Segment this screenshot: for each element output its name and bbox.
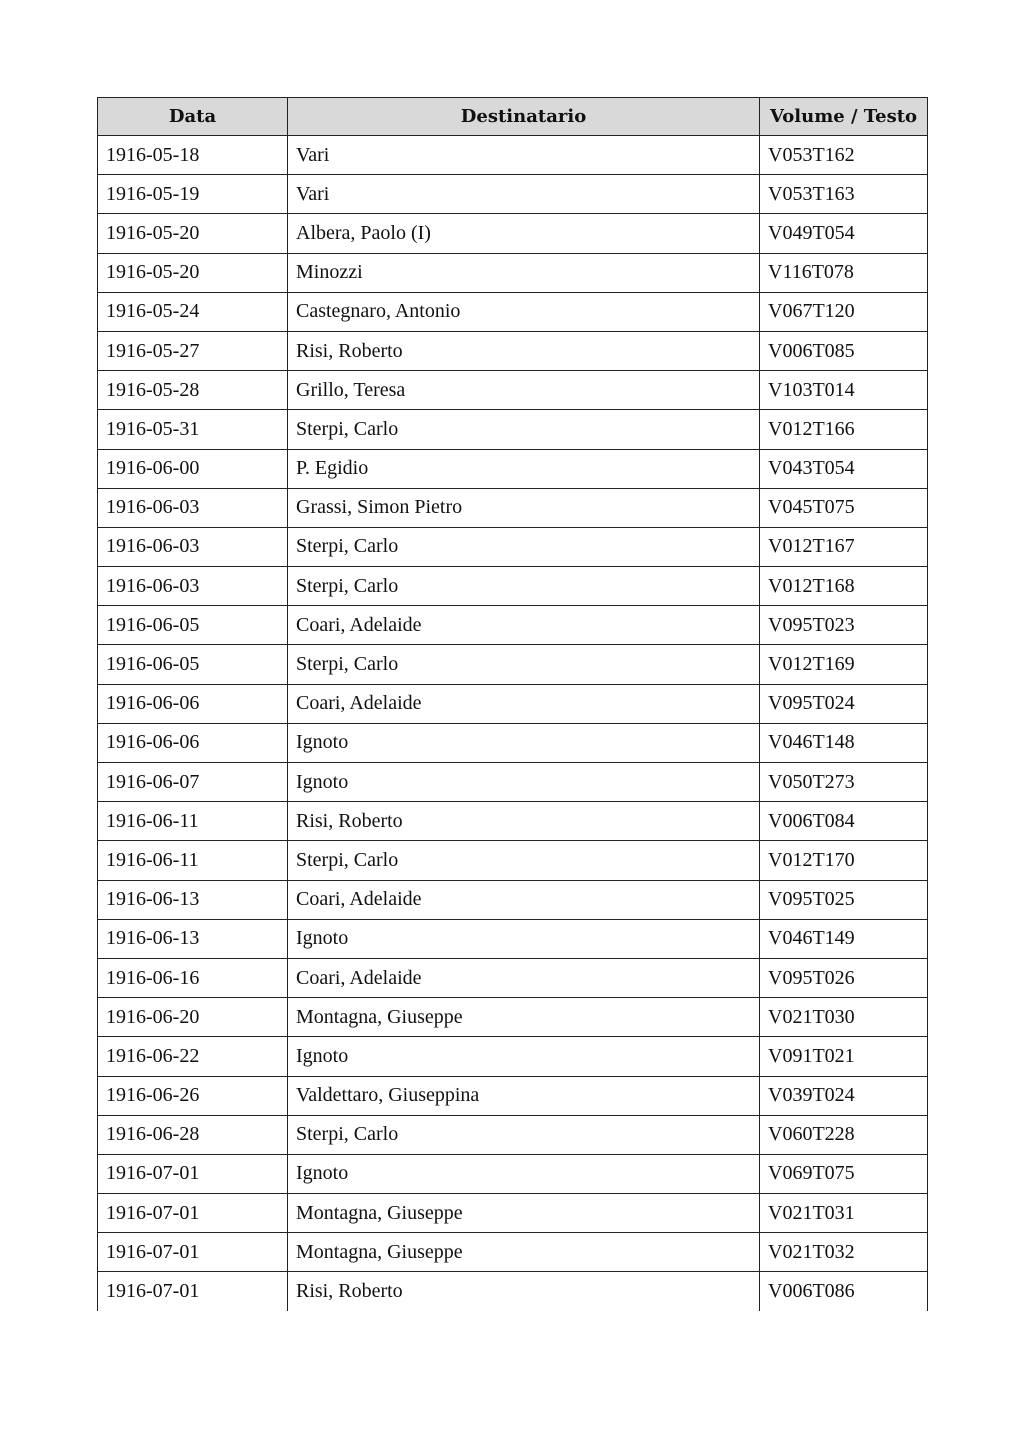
cell-volume: V012T166 <box>760 410 928 449</box>
cell-volume: V012T167 <box>760 527 928 566</box>
cell-recipient: Coari, Adelaide <box>288 880 760 919</box>
cell-volume: V053T162 <box>760 136 928 175</box>
table-row <box>98 841 928 880</box>
table-row <box>98 998 928 1037</box>
cell-volume: V091T021 <box>760 1037 928 1076</box>
cell-recipient: Ignoto <box>288 919 760 958</box>
cell-date: 1916-07-01 <box>98 1272 288 1311</box>
cell-volume: V043T054 <box>760 449 928 488</box>
cell-volume: V095T024 <box>760 684 928 723</box>
table-row <box>98 371 928 410</box>
header-date: Data <box>98 98 288 136</box>
cell-volume: V012T170 <box>760 841 928 880</box>
table-row <box>98 880 928 919</box>
cell-recipient: Sterpi, Carlo <box>288 527 760 566</box>
cell-date: 1916-06-22 <box>98 1037 288 1076</box>
cell-volume: V049T054 <box>760 214 928 253</box>
cell-volume: V053T163 <box>760 175 928 214</box>
table-row <box>98 331 928 370</box>
cell-volume: V067T120 <box>760 292 928 331</box>
table-row <box>98 1076 928 1115</box>
table-row <box>98 684 928 723</box>
table-row <box>98 1194 928 1233</box>
cell-recipient: Sterpi, Carlo <box>288 1115 760 1154</box>
cell-date: 1916-06-26 <box>98 1076 288 1115</box>
table-row <box>98 1272 928 1311</box>
cell-date: 1916-06-05 <box>98 606 288 645</box>
cell-volume: V012T168 <box>760 567 928 606</box>
table-row <box>98 527 928 566</box>
cell-volume: V039T024 <box>760 1076 928 1115</box>
cell-date: 1916-05-31 <box>98 410 288 449</box>
cell-volume: V060T228 <box>760 1115 928 1154</box>
cell-recipient: Ignoto <box>288 1154 760 1193</box>
table-header <box>98 98 928 136</box>
cell-recipient: Risi, Roberto <box>288 1272 760 1311</box>
table-row <box>98 606 928 645</box>
cell-recipient: Grillo, Teresa <box>288 371 760 410</box>
table-row <box>98 214 928 253</box>
cell-date: 1916-06-11 <box>98 802 288 841</box>
cell-recipient: Risi, Roberto <box>288 802 760 841</box>
table-row <box>98 1037 928 1076</box>
cell-date: 1916-06-07 <box>98 763 288 802</box>
table-body <box>98 136 928 1312</box>
cell-recipient: Sterpi, Carlo <box>288 410 760 449</box>
table-row <box>98 763 928 802</box>
cell-recipient: Minozzi <box>288 253 760 292</box>
cell-date: 1916-06-13 <box>98 919 288 958</box>
cell-date: 1916-06-11 <box>98 841 288 880</box>
cell-date: 1916-07-01 <box>98 1154 288 1193</box>
cell-date: 1916-06-20 <box>98 998 288 1037</box>
cell-date: 1916-06-05 <box>98 645 288 684</box>
cell-recipient: Coari, Adelaide <box>288 606 760 645</box>
cell-date: 1916-05-27 <box>98 331 288 370</box>
cell-recipient: Sterpi, Carlo <box>288 645 760 684</box>
cell-date: 1916-06-03 <box>98 527 288 566</box>
cell-volume: V006T084 <box>760 802 928 841</box>
cell-volume: V046T148 <box>760 723 928 762</box>
cell-volume: V116T078 <box>760 253 928 292</box>
cell-recipient: Montagna, Giuseppe <box>288 998 760 1037</box>
cell-recipient: Valdettaro, Giuseppina <box>288 1076 760 1115</box>
table-row <box>98 292 928 331</box>
header-row <box>98 98 928 136</box>
cell-recipient: Vari <box>288 175 760 214</box>
cell-recipient: Grassi, Simon Pietro <box>288 488 760 527</box>
cell-volume: V069T075 <box>760 1154 928 1193</box>
cell-recipient: Albera, Paolo (I) <box>288 214 760 253</box>
table-row <box>98 645 928 684</box>
table-row <box>98 802 928 841</box>
cell-date: 1916-06-16 <box>98 958 288 997</box>
table-row <box>98 253 928 292</box>
cell-recipient: Vari <box>288 136 760 175</box>
cell-volume: V021T032 <box>760 1233 928 1272</box>
cell-volume: V021T030 <box>760 998 928 1037</box>
cell-date: 1916-06-06 <box>98 684 288 723</box>
header-recipient: Destinatario <box>288 98 760 136</box>
cell-volume: V006T086 <box>760 1272 928 1311</box>
header-volume: Volume / Testo <box>760 98 928 136</box>
cell-recipient: Ignoto <box>288 763 760 802</box>
cell-recipient: Sterpi, Carlo <box>288 567 760 606</box>
cell-date: 1916-05-18 <box>98 136 288 175</box>
table-row <box>98 449 928 488</box>
table-row <box>98 1115 928 1154</box>
table-row <box>98 175 928 214</box>
table-row <box>98 410 928 449</box>
cell-date: 1916-06-28 <box>98 1115 288 1154</box>
cell-date: 1916-07-01 <box>98 1233 288 1272</box>
table-row <box>98 723 928 762</box>
letters-table <box>97 97 928 1311</box>
table-row <box>98 488 928 527</box>
cell-volume: V012T169 <box>760 645 928 684</box>
table-row <box>98 919 928 958</box>
table-row <box>98 1233 928 1272</box>
cell-volume: V103T014 <box>760 371 928 410</box>
cell-date: 1916-06-13 <box>98 880 288 919</box>
cell-volume: V021T031 <box>760 1194 928 1233</box>
cell-recipient: Coari, Adelaide <box>288 958 760 997</box>
table-row <box>98 958 928 997</box>
cell-date: 1916-07-01 <box>98 1194 288 1233</box>
cell-date: 1916-05-19 <box>98 175 288 214</box>
cell-recipient: Ignoto <box>288 723 760 762</box>
cell-recipient: Sterpi, Carlo <box>288 841 760 880</box>
cell-recipient: Castegnaro, Antonio <box>288 292 760 331</box>
cell-date: 1916-05-24 <box>98 292 288 331</box>
cell-volume: V006T085 <box>760 331 928 370</box>
cell-volume: V050T273 <box>760 763 928 802</box>
table-row <box>98 1154 928 1193</box>
cell-volume: V095T025 <box>760 880 928 919</box>
cell-date: 1916-06-03 <box>98 567 288 606</box>
cell-date: 1916-05-20 <box>98 214 288 253</box>
cell-volume: V095T023 <box>760 606 928 645</box>
cell-recipient: Risi, Roberto <box>288 331 760 370</box>
cell-date: 1916-06-06 <box>98 723 288 762</box>
cell-recipient: Montagna, Giuseppe <box>288 1194 760 1233</box>
table-row <box>98 136 928 175</box>
cell-volume: V046T149 <box>760 919 928 958</box>
cell-volume: V045T075 <box>760 488 928 527</box>
cell-date: 1916-06-03 <box>98 488 288 527</box>
cell-recipient: P. Egidio <box>288 449 760 488</box>
cell-volume: V095T026 <box>760 958 928 997</box>
cell-date: 1916-05-28 <box>98 371 288 410</box>
cell-date: 1916-05-20 <box>98 253 288 292</box>
cell-date: 1916-06-00 <box>98 449 288 488</box>
table-row <box>98 567 928 606</box>
cell-recipient: Coari, Adelaide <box>288 684 760 723</box>
cell-recipient: Montagna, Giuseppe <box>288 1233 760 1272</box>
cell-recipient: Ignoto <box>288 1037 760 1076</box>
